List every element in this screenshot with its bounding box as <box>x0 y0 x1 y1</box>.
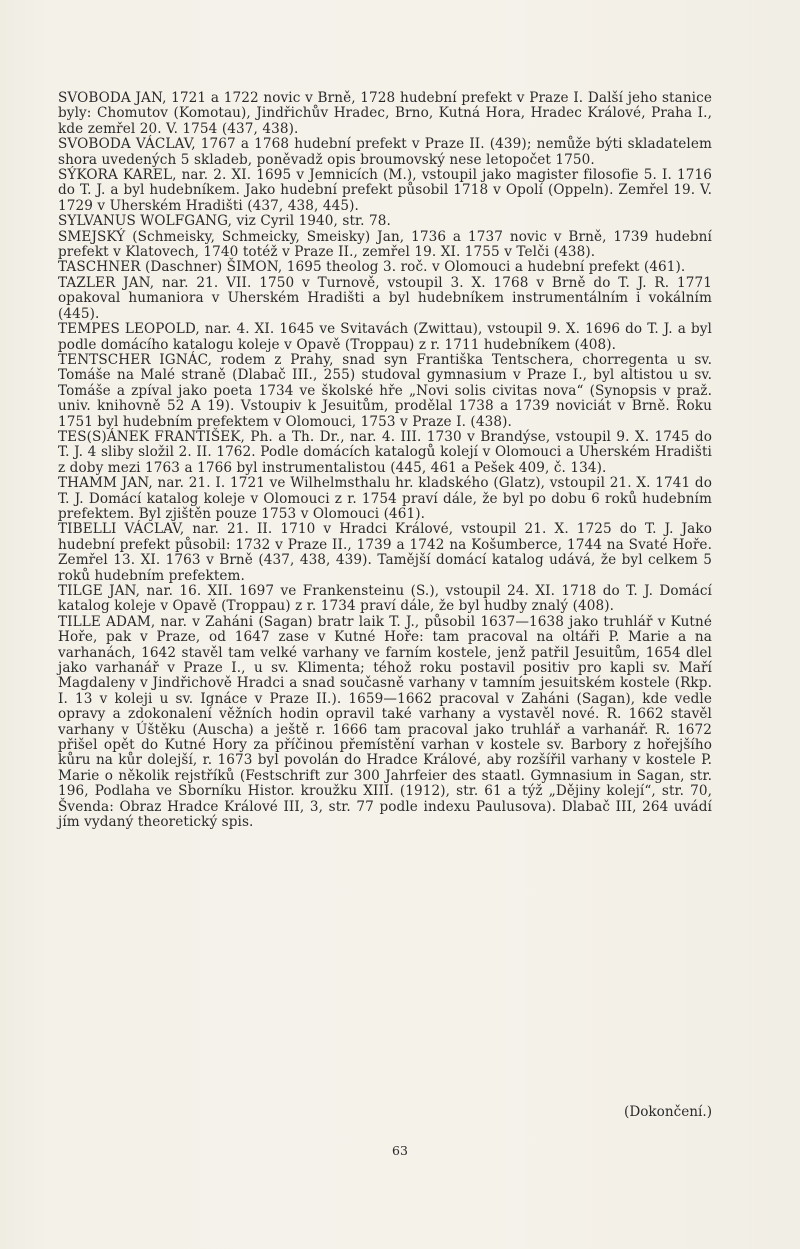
entry-sykora-karel: SÝKORA KAREL, nar. 2. XI. 1695 v Jemnicích (M.), vstoupil jako magister filosofie 5. I. 1716 do T. J. a byl hudebníkem. Jako hudební prefekt působil 1718 v Opolí (Oppeln). Zemřel 19. V. 1729 v Uherském Hradišti (437, 438, 445). <box>58 167 712 214</box>
entry-smejsky: SMEJSKÝ (Schmeisky, Schmeicky, Smeisky) Jan, 1736 a 1737 novic v Brně, 1739 hudební prefekt v Klatovech, 1740 totéž v Praze II., zemřel 19. XI. 1755 v Telči (438). <box>58 228 712 261</box>
entry-tazler-jan: TAZLER JAN, nar. 21. VII. 1750 v Turnově, vstoupil 3. X. 1768 v Brně do T. J. R. 1771 opakoval humaniora v Uherském Hradišti a byl hudebníkem instrumentálním i vokálním (445). <box>58 274 712 322</box>
entry-tessanek-frantisek: TES(S)ÁNEK FRANTIŠEK, Ph. a Th. Dr., nar. 4. III. 1730 v Brandýse, vstoupil 9. X. 1745 do T. J. 4 sliby složil 2. II. 1762. Podle domácích katalogů kolejí v Olomouci a Uherském Hradišti z doby mezi 1763 a 1766 byl instrumentalistou (445, 461 a Pešek 409, č. 134). <box>58 428 712 476</box>
entry-tentscher-ignac: TENTSCHER IGNÁC, rodem z Prahy, snad syn Františka Tentschera, chorregenta u sv. Tomáše na Malé straně (Dlabač III., 255) studoval gymnasium v Praze I., byl altistou u sv. Tomáše a zpíval jako poeta 1734 ve školské hře „Novi solis civitas nova“ (Synopsis v praž. univ. knihovně 52 A 19). Vstoupiv k Jesuitům, prodělal 1738 a 1739 noviciát v Brně. Roku 1751 byl hudebním prefektem v Olomouci, 1753 v Praze I. (438). <box>58 351 712 430</box>
entry-tibelli-vaclav: TIBELLI VÁCLAV, nar. 21. II. 1710 v Hradci Králové, vstoupil 21. X. 1725 do T. J. Jako hudební prefekt působil: 1732 v Praze II., 1739 a 1742 na Košumberce, 1744 na Svaté Hoře. Zemřel 13. XI. 1763 v Brně (437, 438, 439). Tamější domácí katalog udává, že byl celkem 5 roků hudebním prefektem. <box>58 521 712 584</box>
page-number: 63 <box>392 1143 408 1158</box>
entry-thamm-jan: THAMM JAN, nar. 21. I. 1721 ve Wilhelmsthalu hr. kladského (Glatz), vstoupil 21. X. 1741 do T. J. Domácí katalog koleje v Olomouci z r. 1754 praví dále, že byl po dobu 6 roků hudebním prefektem. Byl zjištěn pouze 1753 v Olomouci (461). <box>58 475 712 522</box>
entry-tempes-leopold: TEMPES LEOPOLD, nar. 4. XI. 1645 ve Svitavách (Zwittau), vstoupil 9. X. 1696 do T. J. a byl podle domácího katalogu koleje v Opavě (Troppau) z r. 1711 hudebníkem (408). <box>58 321 712 353</box>
entry-svoboda-jan: SVOBODA JAN, 1721 a 1722 novic v Brně, 1728 hudební prefekt v Praze I. Další jeho stanice byly: Chomutov (Komotau), Jindřichův Hradec, Brno, Kutná Hora, Hradec Králové, Praha I., kde zemřel 20. V. 1754 (437, 438). <box>58 90 712 137</box>
entry-taschner-simon: TASCHNER (Daschner) ŠIMON, 1695 theolog 3. roč. v Olomouci a hudební prefekt (461). <box>58 259 686 276</box>
entry-tille-adam: TILLE ADAM, nar. v Zaháni (Sagan) bratr laik T. J., působil 1637—1638 jako truhlář v Kutné Hoře, pak v Praze, od 1647 zase v Kutné Hoře: tam pracoval na oltáři P. Marie a na varhanách, 1642 stavěl tam velké varhany ve farním kostele, jenž patřil Jesuitům, 1654 dlel jako varhanář v Praze I., u sv. Klimenta; téhož roku postavil positiv pro kapli sv. Maří Magdaleny v Jindřichově Hradci a snad současně varhany v tamním jesuitském kostele (Rkp. I. 13 v koleji u sv. Ignáce v Praze II.). 1659—1662 pracoval v Zaháni (Sagan), kde vedle opravy a zdokonalení věžních hodin opravil také varhany a vystavěl nové. R. 1662 stavěl varhany v Úštěku (Auscha) a ještě r. 1666 tam pracoval jako truhlář a varhanář. R. 1672 přišel opět do Kutné Hory za příčinou přemístění varhan v kostele sv. Barbory z hořejšího kůru na kůr dolejší, r. 1673 byl povolán do Hradce Králové, aby rozšířil varhany v kostele P. Marie o několik rejstříků (Festschrift zur 300 Jahrfeier des staatl. Gymnasium in Sagan, str. 196, Podlaha ve Sborníku Histor. kroužku XIII. (1912), str. 61 a týž „Dějiny kolejí“, str. 70, Švenda: Obraz Hradce Králové III, 3, str. 77 podle indexu Paulusova). Dlabač III, 264 uvádí jím vydaný theoretický spis. <box>58 613 712 831</box>
entry-svoboda-vaclav: SVOBODA VÁCLAV, 1767 a 1768 hudební prefekt v Praze II. (439); nemůže býti skladatelem shora uvedených 5 skladeb, poněvadž opis broumovský nese letopočet 1750. <box>58 136 712 168</box>
entry-sylvanus-wolfgang: SYLVANUS WOLFGANG, viz Cyril 1940, str. 78. <box>58 213 391 230</box>
continued-note: (Dokončení.) <box>624 1104 712 1120</box>
entry-tilge-jan: TILGE JAN, nar. 16. XII. 1697 ve Frankensteinu (S.), vstoupil 24. XI. 1718 do T. J. Domácí katalog koleje v Opavě (Troppau) z r. 1734 praví dále, že byl hudby znalý (408). <box>58 583 712 615</box>
body-text <box>58 91 712 831</box>
